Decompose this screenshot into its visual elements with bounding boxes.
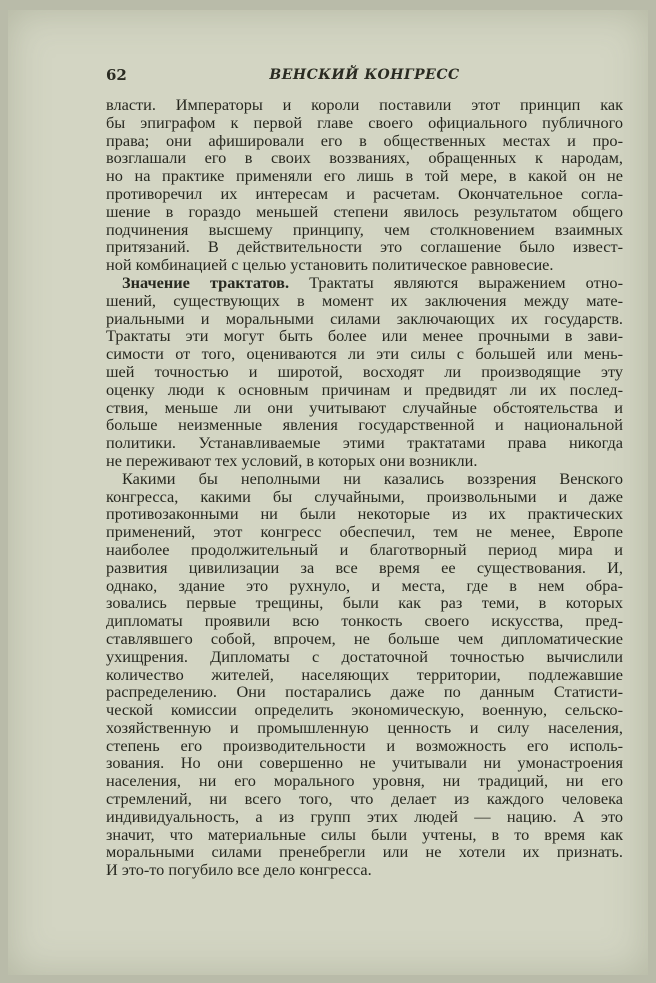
text-line: риальными и моральными силами заключающих их государств. [106,308,623,328]
text-line: индивидуальность, а из групп этих людей — нацию. А это [106,806,623,826]
text-line: развития цивилизации за все время ее существования. И, [106,557,623,577]
text-line: хозяйственную и промышленную ценность и силу населения, [106,717,623,737]
text-line: однако, здание это рухнуло, и места, где в нем обра- [106,575,623,595]
text-line: степень его производительности и возможность его исполь- [106,735,623,755]
text-line: противозаконными ни были некоторые из их практических [106,504,623,524]
text-line: И это-то погубило все дело конгресса. [106,860,372,880]
text-line: но на практике применяли его лишь в той мере, в какой он не [106,166,623,186]
text-line-content: Трактаты являются выражением отно- [289,272,623,292]
text-line: количество жителей, населяющих территории, подлежавшие [106,664,623,684]
text-line [106,274,623,292]
page-number: 62 [106,66,127,84]
text-line: зования. Но они совершенно не учитывали ни умонастроения [106,753,623,773]
text-line: власти. Императоры и короли поставили этот принцип как [106,95,623,114]
text-line: ствия, меньше ли они учитывают случайные обстоятельства и [106,397,623,417]
text-line: Какими бы неполными ни казались воззрения Венского [122,468,623,488]
text-line: значит, что материальные силы были учтены, в то время как [106,824,623,844]
text-line: дипломаты проявили всю тонкость своего искусства, пред- [106,611,623,631]
text-line: наиболее продолжительный и благотворный период мира и [106,539,623,559]
text-line: моральными силами пренебрегли или не хотели их признать. [106,842,623,862]
text-line: применений, этот конгресс обеспечил, тем не менее, Европе [106,522,623,542]
section-heading: Значение трактатов. [122,272,290,292]
text-line: возглашали его в своих воззваниях, обращенных к народам, [106,148,623,168]
text-line: политики. Устанавливаемые этими трактатами права никогда [106,433,623,453]
book-page [8,10,648,975]
text-line: конгресса, какими бы случайными, произвольными и даже [106,486,623,506]
text-line: шений, существующих в момент их заключения между мате- [106,290,623,310]
text-line: распределению. Они постарались даже по данным Статисти- [106,682,623,702]
text-line: Трактаты эти могут быть более или менее прочными в зави- [106,326,623,346]
text-line: шей точностью и широтой, восходят ли производящие эту [106,361,623,381]
text-line: права; они афишировали его в общественных местах и про- [106,130,623,150]
text-line: больше неизменные явления государственной и национальной [106,415,623,435]
body-text [106,96,623,879]
text-line: бы эпиграфом к первой главе своего официального публичного [106,112,623,132]
text-line: зовались первые трещины, были как раз теми, в которых [106,593,623,613]
text-line: не переживают тех условий, в которых они возникли. [106,450,478,470]
text-line: ухищрения. Дипломаты с достаточной точностью вычислили [106,646,623,666]
text-line: подчинения высшему принципу, чем столкновением взаимных [106,219,623,239]
running-title: ВЕНСКИЙ КОНГРЕСС [269,67,460,83]
text-line: симости от того, оцениваются ли эти силы с большей или мень- [106,344,623,364]
text-line: населения, ни его морального уровня, ни традиций, ни его [106,771,623,791]
text-line: ческой комиссии определить экономическую, военную, сельско- [106,700,623,720]
text-line: шение в гораздо меньшей степени явилось результатом общего [106,201,623,221]
text-line: ставлявшего собой, впрочем, не больше чем дипломатические [106,628,623,648]
text-line: притязаний. В действительности это соглашение было извест- [106,237,623,257]
text-line: ной комбинацией с целью установить политическое равновесие. [106,255,554,275]
text-line: оценку люди к основным причинам и предвидят ли их послед- [106,379,623,399]
text-line: противоречил их интересам и расчетам. Окончательное согла- [106,183,623,203]
page-header [106,66,623,88]
text-line: стремлений, ни всего того, что делает из каждого человека [106,789,623,809]
